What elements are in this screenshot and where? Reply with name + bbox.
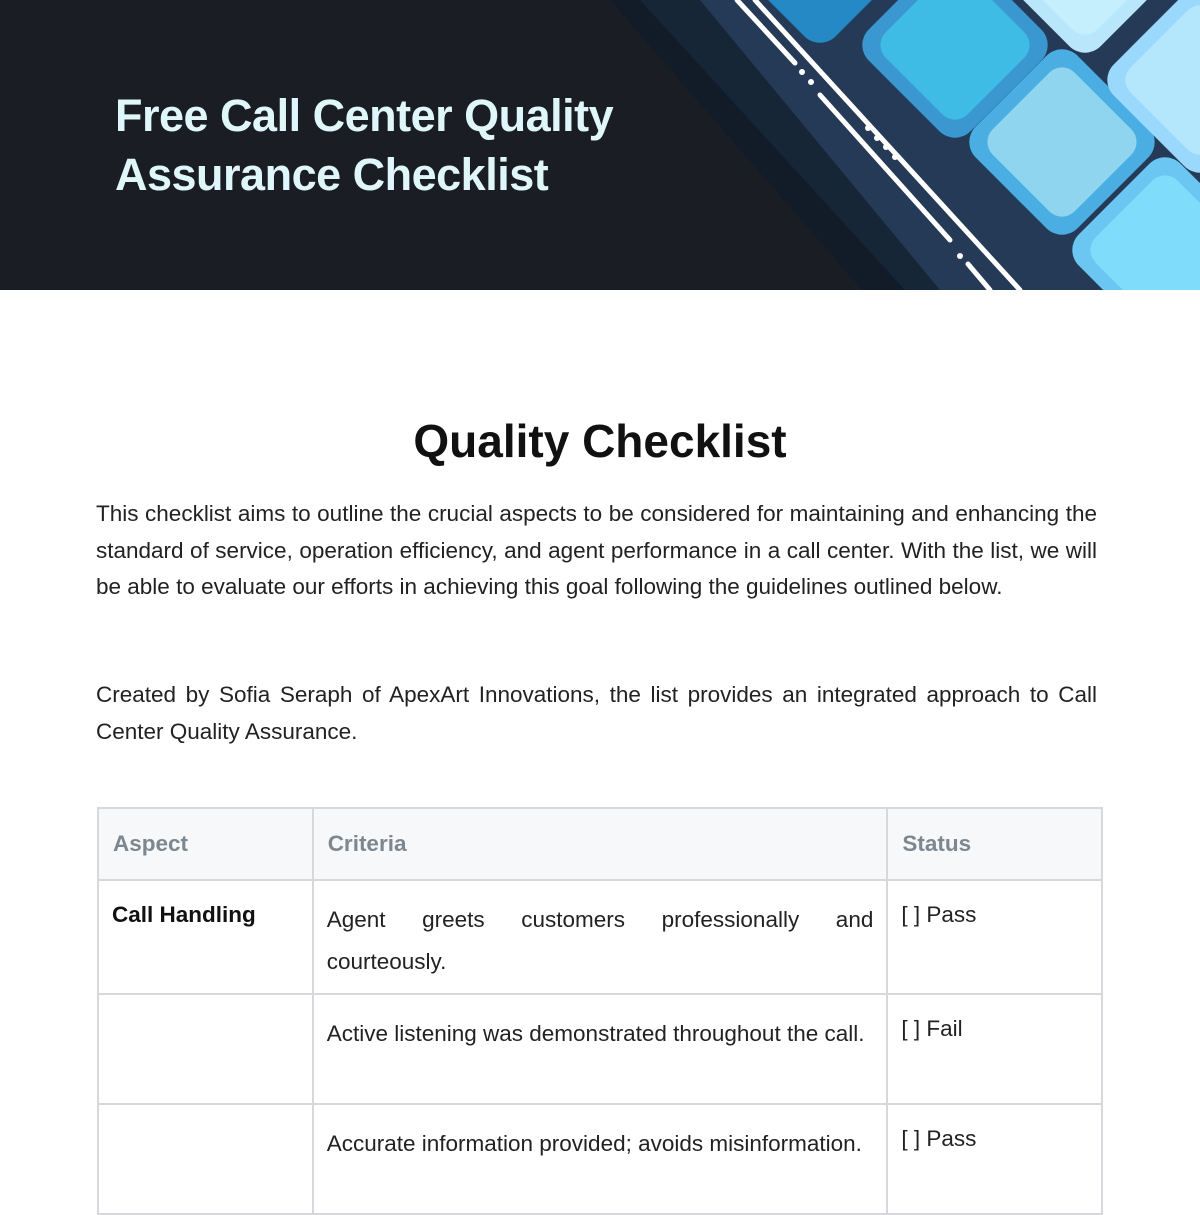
column-header-aspect: Aspect <box>98 808 313 880</box>
banner-title-line2: Assurance Checklist <box>115 149 549 200</box>
checklist-table <box>97 807 1103 1215</box>
header-banner <box>0 0 1200 290</box>
column-header-status: Status <box>887 808 1102 880</box>
document-title: Quality Checklist <box>413 415 787 467</box>
status-cell[interactable]: [ ] Pass <box>887 880 1102 994</box>
credit-paragraph: Created by Sofia Seraph of ApexArt Innovations, the list provides an integrated approach to Call Center Quality Assurance. <box>96 682 1097 744</box>
banner-title-line1: Free Call Center Quality <box>115 90 614 141</box>
aspect-cell <box>98 994 313 1104</box>
table-row <box>98 880 1102 994</box>
banner-title <box>115 86 613 204</box>
intro-paragraph: This checklist aims to outline the crucial aspects to be considered for maintaining and enhancing the standard of service, operation efficiency, and agent performance in a call center. With the list, we will be able to evaluate our efforts in achieving this goal following the guidelines outlined below. <box>96 501 1097 599</box>
status-cell[interactable]: [ ] Pass <box>887 1104 1102 1214</box>
aspect-cell: Call Handling <box>98 880 313 994</box>
table-header-row <box>98 808 1102 880</box>
criteria-cell: Active listening was demonstrated throughout the call. <box>313 994 888 1104</box>
criteria-cell: Agent greets customers professionally and courteously. <box>313 880 888 994</box>
status-cell[interactable]: [ ] Fail <box>887 994 1102 1104</box>
criteria-cell: Accurate information provided; avoids misinformation. <box>313 1104 888 1214</box>
table-row <box>98 994 1102 1104</box>
column-header-criteria: Criteria <box>313 808 888 880</box>
